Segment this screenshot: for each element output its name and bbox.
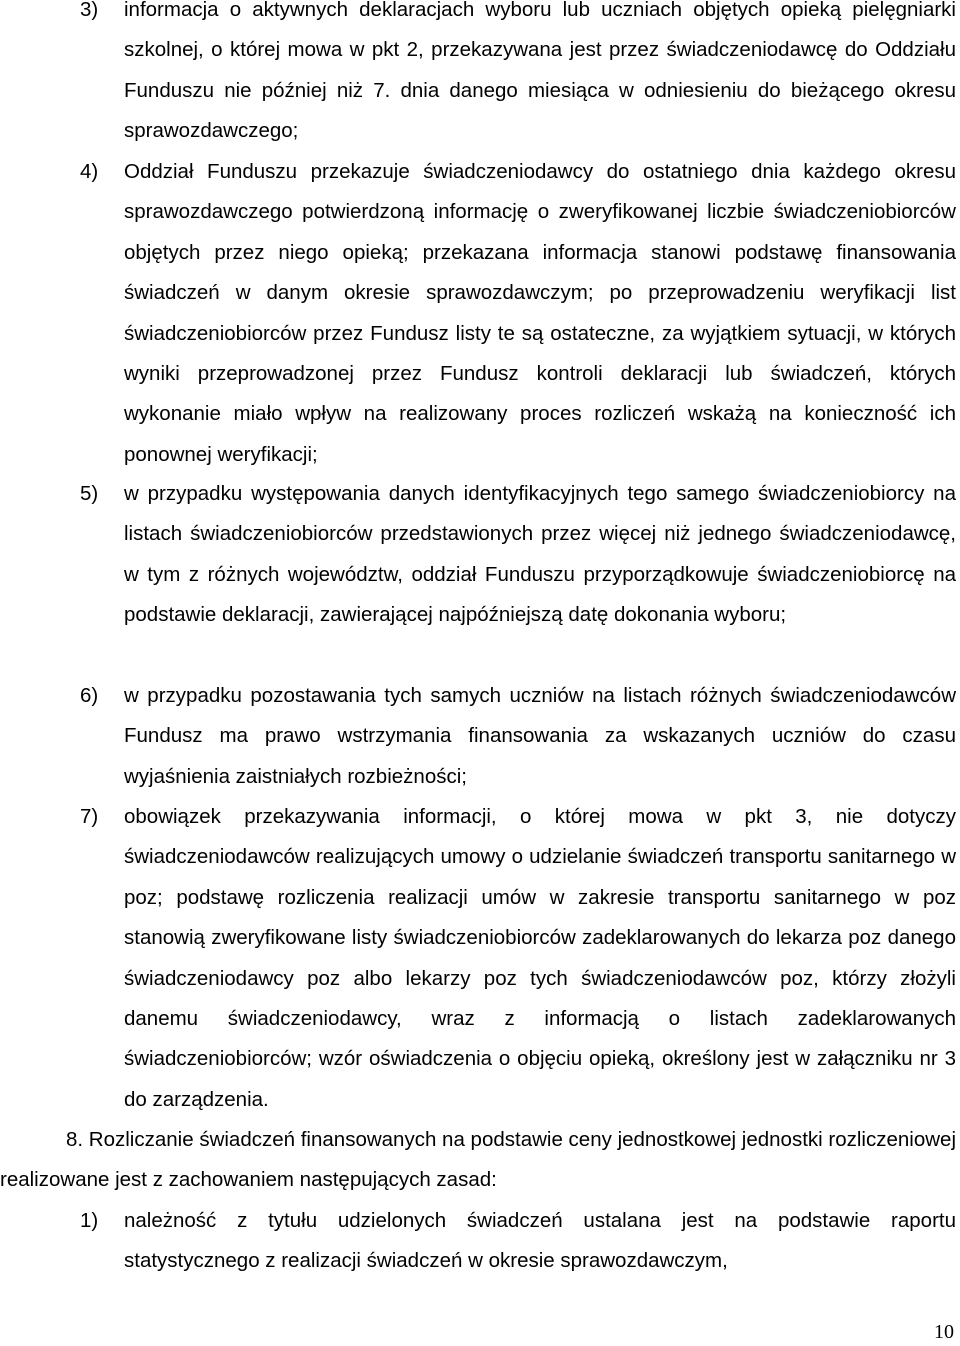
section-8-paragraph: 8. Rozliczanie świadczeń finansowanych na podstawie ceny jednostkowej jednostki rozliczeniowej realizowane jest z zachowaniem następujących zasad: <box>0 1128 956 1192</box>
list-item-text: obowiązek przekazywania informacji, o której mowa w pkt 3, nie dotyczy świadczeniodawców realizujących umowy o udzielanie świadczeń transportu sanitarnego w poz; podstawę rozliczenia realizacji umów w zakresie transportu sanitarnego w poz stanowią zweryfikowane listy świadczeniobiorców zadeklarowanych do lekarza poz danego świadczeniodawcy poz albo lekarzy poz tych świadczeniodawców poz, którzy złożyli danemu świadczeniodawcy, wraz z informacją o listach zadeklarowanych świadczeniobiorców; wzór oświadczenia o objęciu opieką, określony jest w załączniku nr 3 do zarządzenia. <box>124 805 956 1111</box>
list-item-number: 3) <box>80 0 99 21</box>
list-item-text: informacja o aktywnych deklaracjach wyboru lub uczniach objętych opieką pielęgniarki szkolnej, o której mowa w pkt 2, przekazywana jest przez świadczeniodawcę do Oddziału Funduszu nie później niż 7. dnia danego miesiąca w odniesieniu do bieżącego okresu sprawozdawczego; <box>124 0 956 143</box>
list-item-text: w przypadku występowania danych identyfikacyjnych tego samego świadczeniobiorcy na listach świadczeniobiorców przedstawionych przez więcej niż jednego świadczeniodawcę, w tym z różnych województw, oddział Funduszu przyporządkowuje świadczeniobiorcę na podstawie deklaracji, zawierającej najpóźniejszą datę dokonania wyboru; <box>124 482 956 627</box>
list-item-5 <box>80 474 956 636</box>
list-item-6 <box>80 676 956 797</box>
list-item-number: 5) <box>80 482 99 505</box>
list-item-text: Oddział Funduszu przekazuje świadczeniodawcy do ostatniego dnia każdego okresu sprawozdawczego potwierdzoną informację o zweryfikowanej liczbie świadczeniobiorców objętych przez niego opieką; przekazana informacja stanowi podstawę finansowania świadczeń w danym okresie sprawozdawczym; po przeprowadzeniu weryfikacji list świadczeniobiorców przez Fundusz listy te są ostateczne, za wyjątkiem sytuacji, w których wyniki przeprowadzonej przez Fundusz kontroli deklaracji lub świadczeń, których wykonanie miało wpływ na realizowany proces rozliczeń wskażą na konieczność ich ponownej weryfikacji; <box>124 160 956 466</box>
list-item-text: w przypadku pozostawania tych samych uczniów na listach różnych świadczeniodawców Fundusz ma prawo wstrzymania finansowania za wskazanych uczniów do czasu wyjaśnienia zaistniałych rozbieżności; <box>124 684 956 788</box>
list-item-4 <box>80 152 956 475</box>
page-number: 10 <box>934 1321 954 1343</box>
list-item-number: 7) <box>80 805 99 828</box>
subitem-1 <box>80 1201 956 1282</box>
list-item-3 <box>80 0 956 152</box>
list-item-text: należność z tytułu udzielonych świadczeń ustalana jest na podstawie raportu statystycznego z realizacji świadczeń w okresie sprawozdawczym, <box>124 1209 956 1273</box>
list-item-number: 4) <box>80 160 99 183</box>
list-item-number: 6) <box>80 684 99 707</box>
list-item-7 <box>80 797 956 1120</box>
list-item-number: 1) <box>80 1209 99 1232</box>
